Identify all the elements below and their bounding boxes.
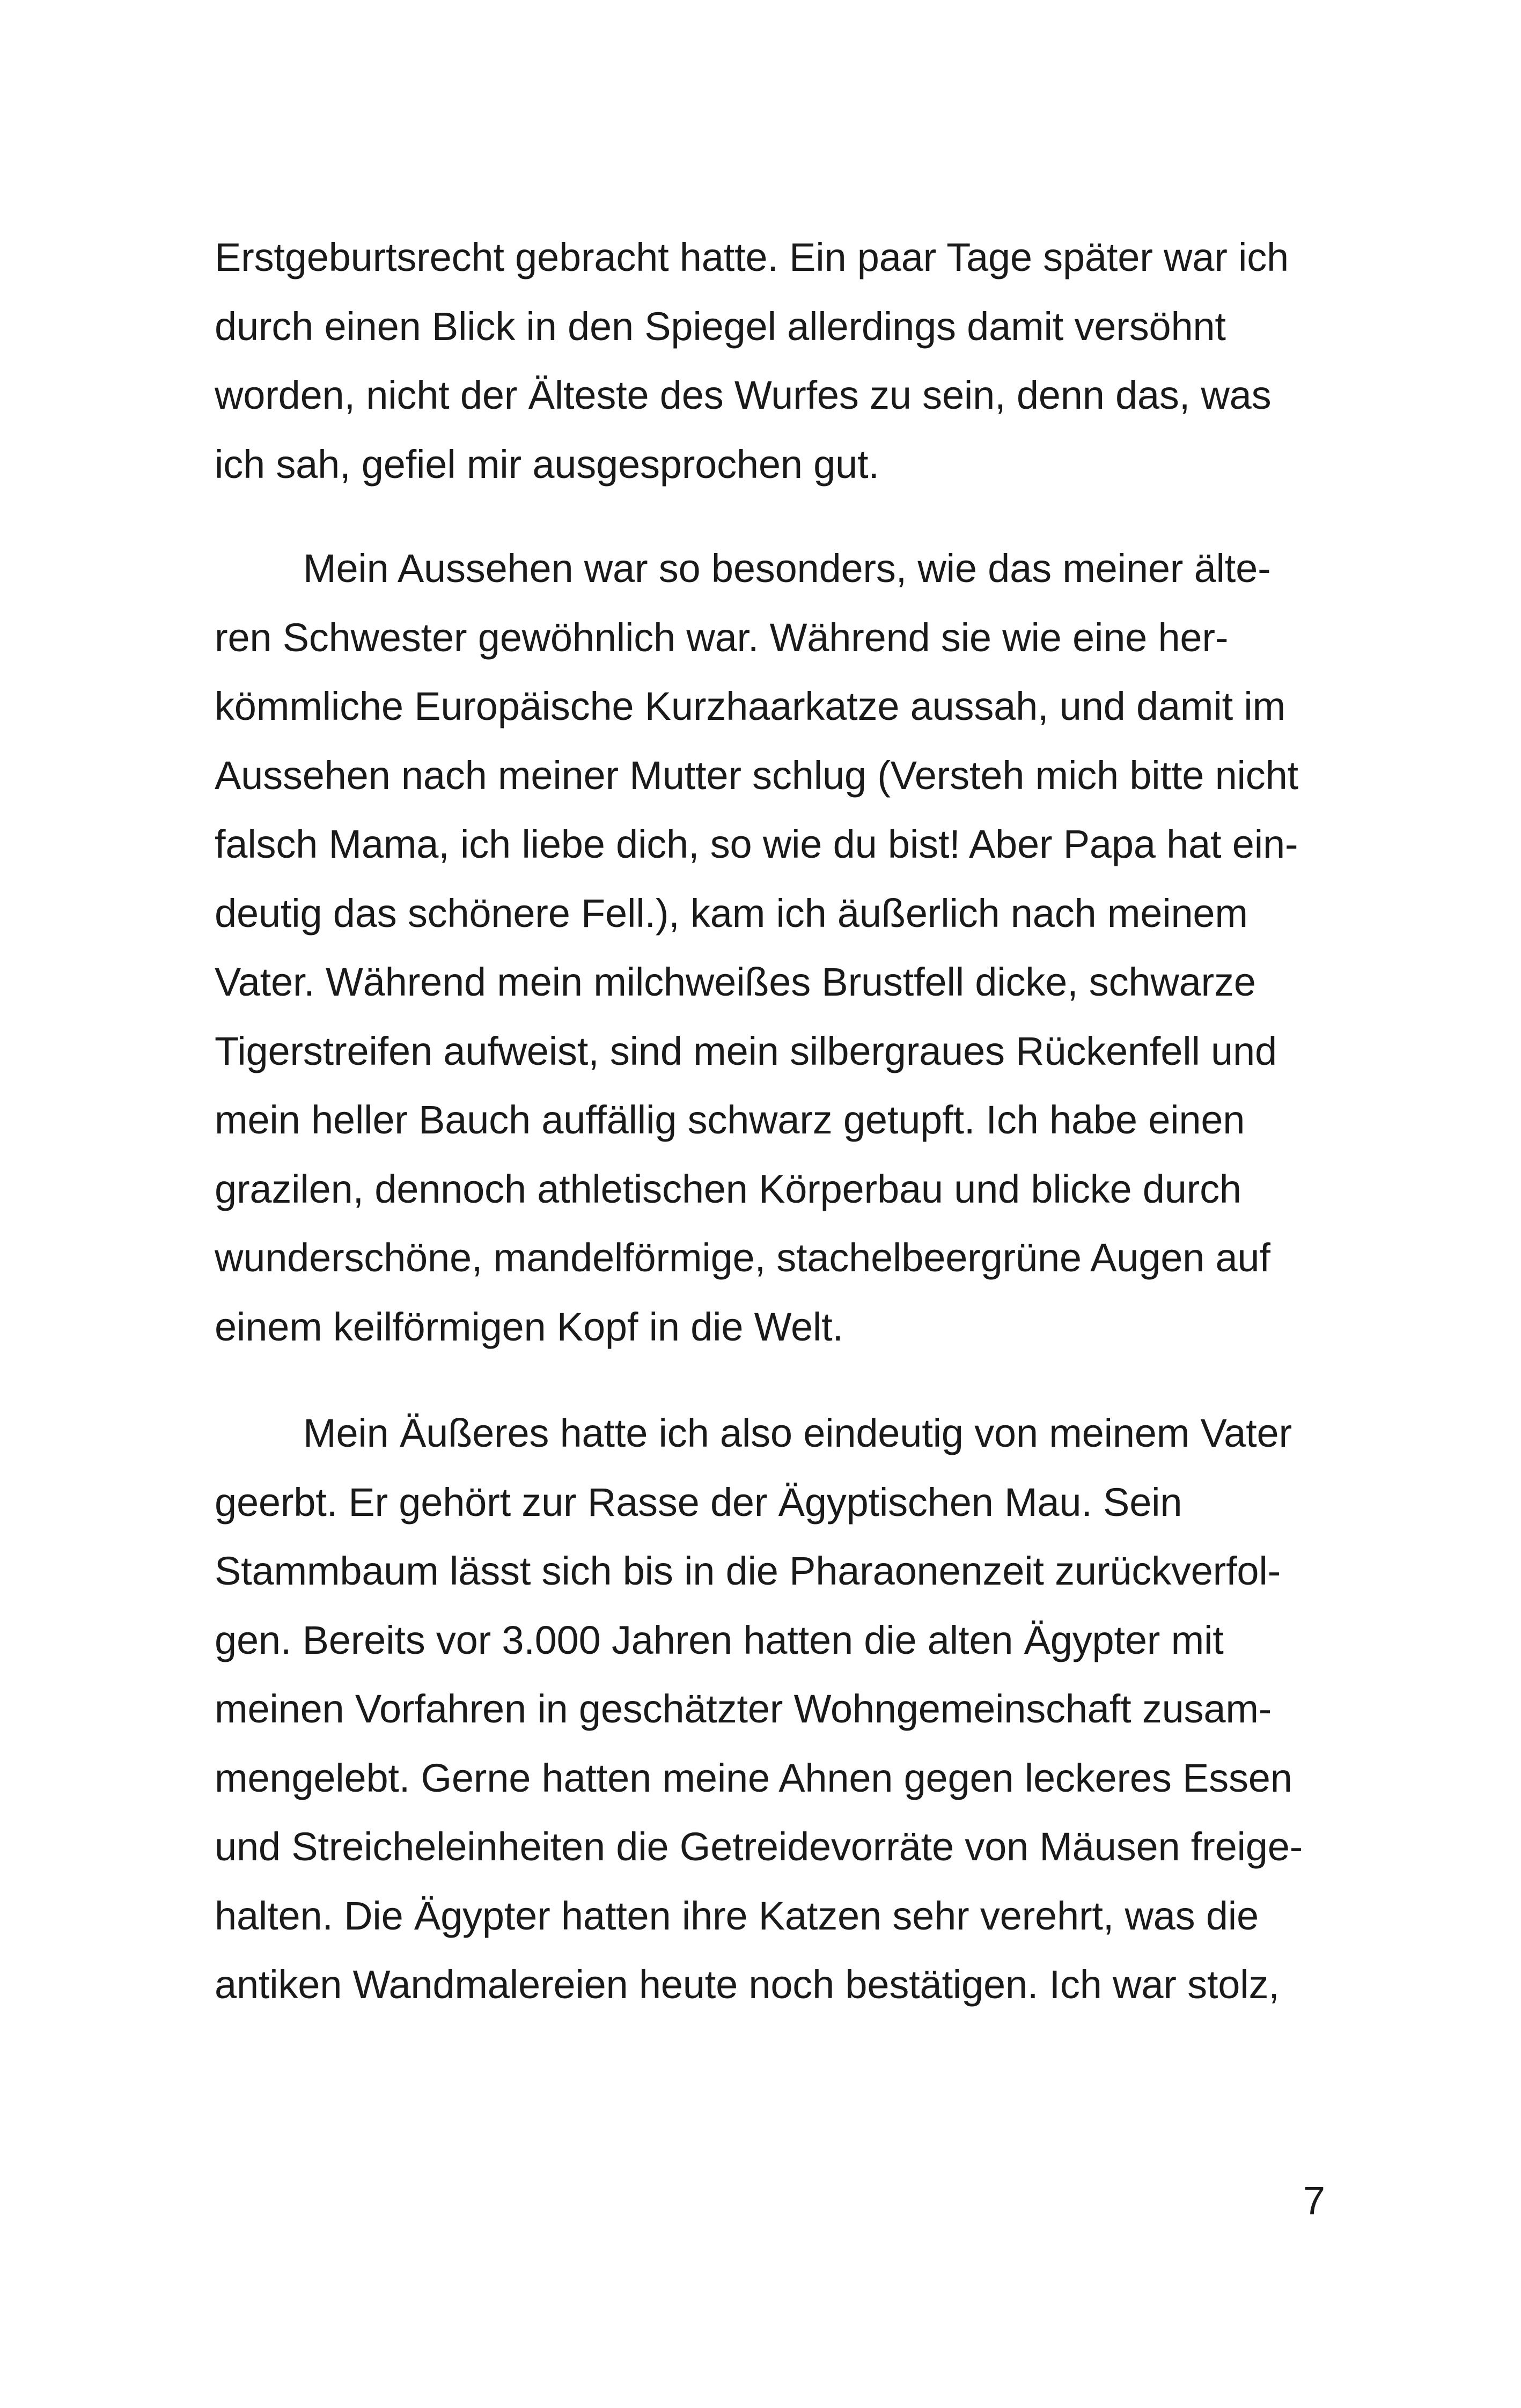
text-line: ich sah, gefiel mir ausgesprochen gut. [215, 441, 879, 487]
text-line: antiken Wandmalereien heute noch bestätigen. Ich war stolz, [215, 1962, 1280, 2007]
text-line: deutig das schönere Fell.), kam ich äußerlich nach meinem [215, 890, 1248, 936]
text-line: durch einen Blick in den Spiegel allerdings damit versöhnt [215, 304, 1226, 349]
text-line: und Streicheleinheiten die Getreidevorräte von Mäusen freige- [215, 1824, 1303, 1869]
text-line: grazilen, dennoch athletischen Körperbau und blicke durch [215, 1166, 1241, 1211]
text-line: Tigerstreifen aufweist, sind mein silbergraues Rückenfell und [215, 1028, 1277, 1073]
text-line: ren Schwester gewöhnlich war. Während sie wie eine her- [215, 615, 1229, 660]
text-line: wunderschöne, mandelförmige, stachelbeergrüne Augen auf [215, 1235, 1270, 1280]
text-line: meinen Vorfahren in geschätzter Wohngemeinschaft zusam- [215, 1687, 1272, 1731]
paragraph-2 [215, 534, 1314, 1361]
text-line: gen. Bereits vor 3.000 Jahren hatten die alten Ägypter mit [215, 1617, 1224, 1662]
paragraph-3 [215, 1399, 1314, 2020]
text-line: Mein Aussehen war so besonders, wie das meiner älte- [303, 546, 1271, 591]
text-line: mein heller Bauch auffällig schwarz getupft. Ich habe einen [215, 1098, 1245, 1142]
text-line: Erstgeburtsrecht gebracht hatte. Ein paar Tage später war ich [215, 235, 1289, 279]
text-line: worden, nicht der Älteste des Wurfes zu sein, denn das, was [215, 373, 1272, 417]
text-line: falsch Mama, ich liebe dich, so wie du bist! Aber Papa hat ein- [215, 822, 1298, 866]
text-line: Aussehen nach meiner Mutter schlug (Versteh mich bitte nicht [215, 753, 1298, 798]
text-line: Stammbaum lässt sich bis in die Pharaonenzeit zurückverfol- [215, 1549, 1281, 1593]
text-line: mengelebt. Gerne hatten meine Ahnen gegen leckeres Essen [215, 1755, 1292, 1800]
text-line: halten. Die Ägypter hatten ihre Katzen sehr verehrt, was die [215, 1893, 1259, 1938]
text-line: kömmliche Europäische Kurzhaarkatze aussah, und damit im [215, 684, 1285, 728]
text-line: Mein Äußeres hatte ich also eindeutig von meinem Vater [303, 1411, 1292, 1455]
page-number: 7 [1303, 2178, 1325, 2223]
text-line: einem keilförmigen Kopf in die Welt. [215, 1304, 843, 1349]
text-line: geerbt. Er gehört zur Rasse der Ägyptischen Mau. Sein [215, 1479, 1182, 1525]
text-line: Vater. Während mein milchweißes Brustfell dicke, schwarze [215, 960, 1256, 1004]
paragraph-1 [215, 223, 1314, 499]
